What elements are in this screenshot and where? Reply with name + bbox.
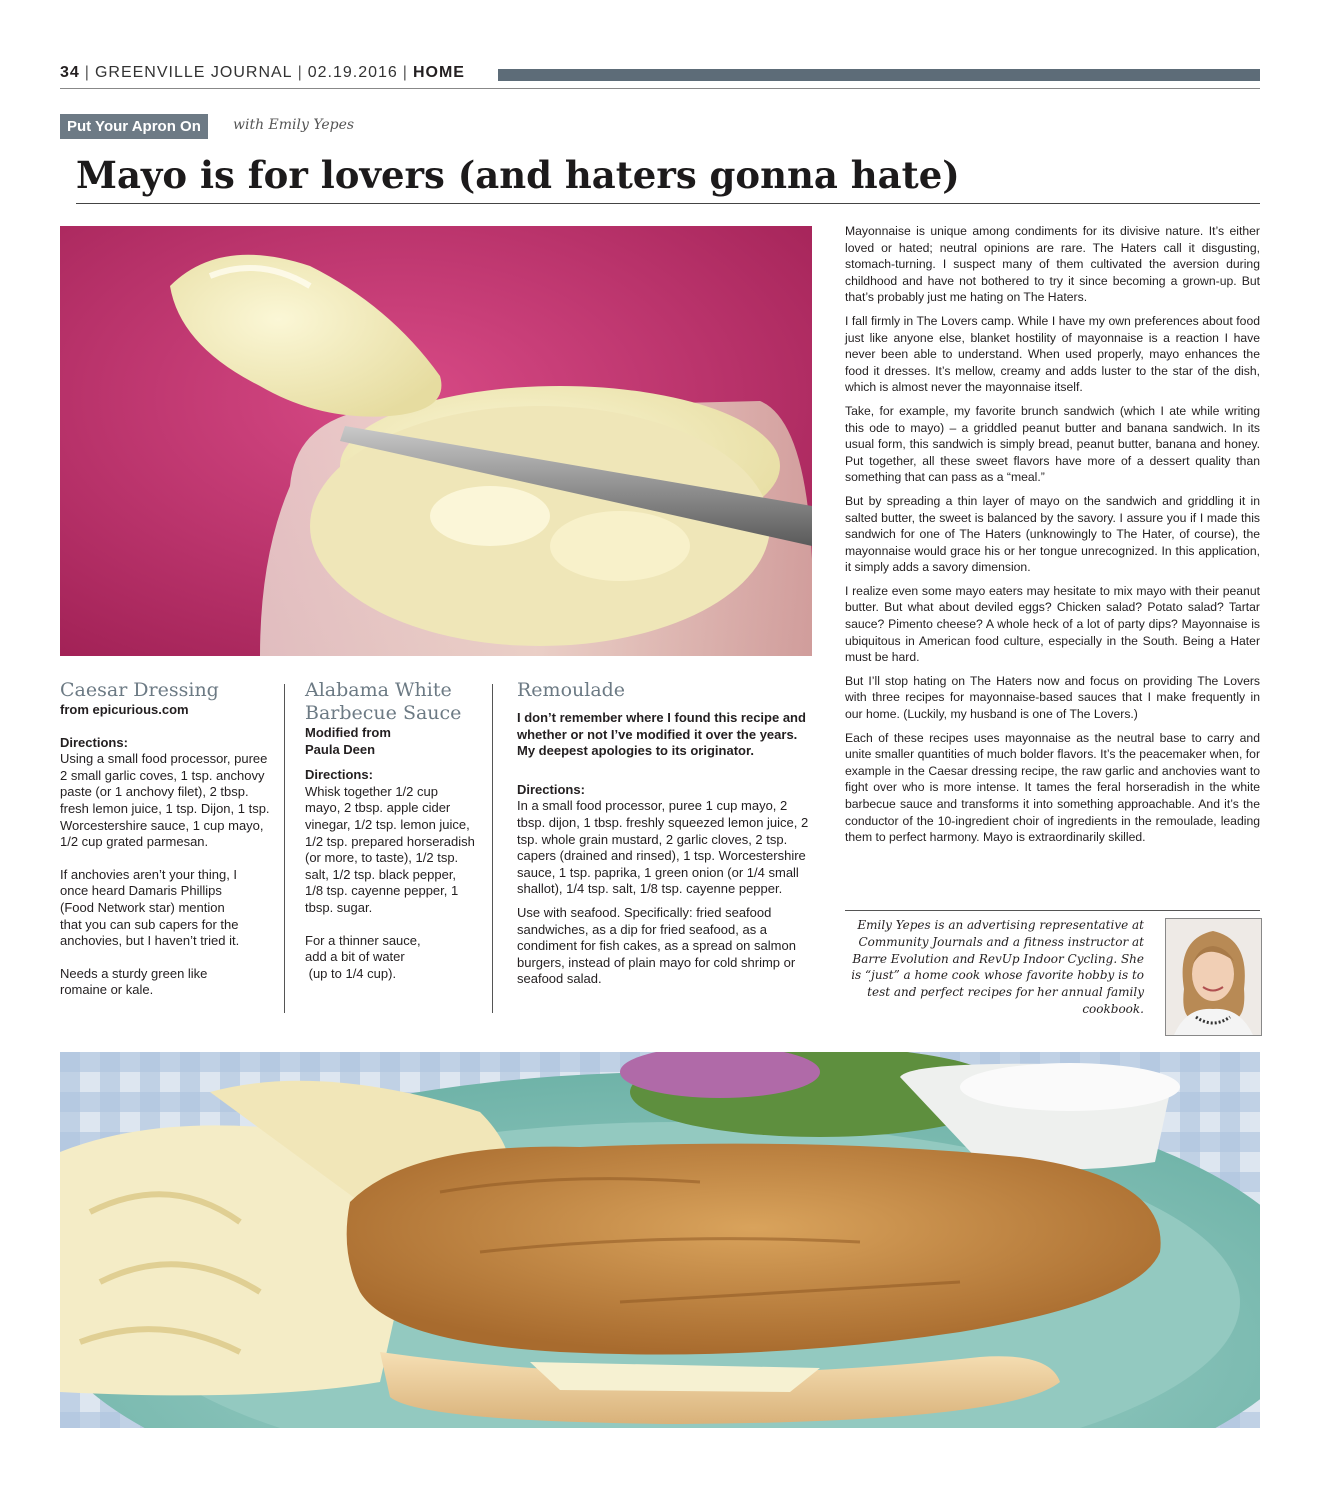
- headline-rule: [76, 203, 1260, 204]
- author-headshot: [1165, 918, 1262, 1036]
- body-paragraph: Mayonnaise is unique among condiments for its divisive nature. It’s either loved or hated; neutral opinions are rare. The Haters call it disgusting, stomach-turning. I suspect many of them cultivated the aversion during childhood and have not bothered to try it since becoming a grown-up. But that’s probably just me hating on The Haters.: [845, 224, 1260, 305]
- recipe-remoulade: [517, 679, 815, 988]
- fish-sandwich-photo: [60, 1052, 1260, 1428]
- recipe-usage: Use with seafood. Specifically: fried seafood sandwiches, as a dip for fried seafood, as a condiment for fish cakes, as a spread on salmon burgers, instead of plain mayo for cold shrimp or seafood salad.: [517, 904, 796, 987]
- folio-bar: [498, 69, 1260, 81]
- recipe-note: If anchovies aren’t your thing, I once heard Damaris Phillips (Food Network star) mention that you can sub capers for the anchovies, but I haven’t tried it.: [60, 866, 240, 949]
- mayo-jar-illustration: [60, 226, 812, 656]
- column-divider: [284, 684, 285, 1013]
- recipe-intro: I don’t remember where I found this recipe and whether or not I’ve modified it over the years. My deepest apologies to its originator.: [517, 710, 806, 759]
- article-body: [845, 223, 1260, 853]
- recipe-directions: In a small food processor, puree 1 cup mayo, 2 tbsp. dijon, 1 tbsp. freshly squeezed lemon juice, 2 tsp. whole grain mustard, 2 garlic cloves, 2 tsp. capers (drained and rinsed), 1 tsp. Worcestershire sauce, 1 tsp. paprika, 1 green onion (or 1/4 small shallot), 1/4 tsp. salt, 1/8 tsp. cayenne pepper.: [517, 798, 809, 897]
- column-divider: [492, 684, 493, 1013]
- directions-label: Directions:: [60, 734, 128, 750]
- recipe-note: Needs a sturdy green like romaine or kale.: [60, 965, 208, 998]
- body-paragraph: Take, for example, my favorite brunch sandwich (which I ate while writing this ode to mayo) – a griddled peanut butter and banana sandwich. In its usual form, this sandwich is simply bread, peanut butter, banana and honey. Put together, all these sweet flavors have more of a dessert quality than something that can pass as a “meal.”: [845, 403, 1260, 485]
- recipe-alabama: [305, 679, 475, 982]
- body-paragraph: I fall firmly in The Lovers camp. While I have my own preferences about food just like anyone else, blanket hostility of mayonnaise is a reaction I have never been able to understand. When used properly, mayo enhances the food it dresses. It’s mellow, creamy and adds luster to the star of the dish, which is almost never the mayonnaise itself.: [845, 313, 1260, 395]
- headline-bold: Mayo is for lovers: [76, 153, 445, 197]
- author-portrait-illustration: [1166, 919, 1261, 1035]
- directions-label: Directions:: [305, 767, 373, 783]
- recipe-source: Modified from Paula Deen: [305, 725, 391, 757]
- issue-date: 02.19.2016: [307, 64, 398, 81]
- fish-sandwich-illustration: [60, 1052, 1260, 1428]
- publication-name: GREENVILLE JOURNAL: [94, 64, 293, 81]
- mayo-jar-photo: [60, 226, 812, 656]
- bio-rule: [845, 910, 1260, 911]
- body-paragraph: But by spreading a thin layer of mayo on the sandwich and griddling it in salted butter, the sweet is balanced by the savory. I assure you if I made this sandwich for one of The Haters (unknowingly to The Hater, of course), the mayonnaise would grace his or her tongue unrecognized. In this application, it simply adds a savory dimension.: [845, 493, 1260, 575]
- headline-light: (and haters gonna hate): [444, 153, 960, 197]
- recipe-directions: Whisk together 1/2 cup mayo, 2 tbsp. apple cider vinegar, 1/2 tsp. lemon juice, 1/2 tsp. prepared horseradish (or more, to taste), 1/2 tsp. salt, 1/2 tsp. black pepper, 1/8 tsp. cayenne pepper, 1 tbsp. sugar.: [305, 783, 475, 915]
- column-kicker: Put Your Apron On: [60, 114, 208, 139]
- recipe-directions: Using a small food processor, puree 2 small garlic coves, 1 tsp. anchovy paste (or 1 anchovy filet), 2 tbsp. fresh lemon juice, 1 tsp. Dijon, 1 tsp. Worcestershire sauce, 1 cup mayo, 1/2 cup grated parmesan.: [60, 751, 270, 850]
- recipe-title: Caesar Dressing: [60, 679, 219, 701]
- body-paragraph: But I’ll stop hating on The Haters now and focus on providing The Lovers with three recipes for mayonnaise-based sauces that I make frequently in our home. (Luckily, my husband is one of The Lovers.): [845, 673, 1260, 722]
- recipe-note: For a thinner sauce, add a bit of water (up to 1/4 cup).: [305, 932, 421, 981]
- page-number: 34: [60, 64, 80, 81]
- headline: [76, 150, 1260, 200]
- recipe-caesar: [60, 679, 270, 999]
- body-paragraph: I realize even some mayo eaters may hesitate to mix mayo with their peanut butter. But what about deviled eggs? Chicken salad? Potato salad? Tartar sauce? Pimento cheese? A whole heck of a lot of party dips? Mayonnaise is ubiquitous in American food culture, especially in the South. Being a Hater must be hard.: [845, 583, 1260, 665]
- author-bio: Emily Yepes is an advertising representative at Community Journals and a fitness instructor at Barre Evolution and RevUp Indoor Cycling. She is “just” a home cook whose favorite hobby is to test and perfect recipes for her annual family cookbook.: [851, 918, 1144, 1016]
- recipe-source: from epicurious.com: [60, 702, 189, 717]
- folio: 34 | GREENVILLE JOURNAL | 02.19.2016 | HOME: [60, 64, 465, 81]
- column-byline: with Emily Yepes: [233, 117, 355, 133]
- directions-label: Directions:: [517, 781, 585, 797]
- recipe-title: Remoulade: [517, 679, 626, 701]
- section-name: HOME: [412, 64, 465, 81]
- body-paragraph: Each of these recipes uses mayonnaise as the neutral base to carry and unite smaller quantities of much bolder flavors. It’s the peacemaker when, for example in the Caesar dressing recipe, the raw garlic and anchovies want to fight over who is more intense. It tames the feral horseradish in the white barbecue sauce and transforms it into something approachable. And it’s the conductor of the 10-ingredient choir of ingredients in the remoulade, leading them to perfect harmony. Mayo is extraordinarily skilled.: [845, 730, 1260, 845]
- folio-rule: [60, 88, 1260, 89]
- recipe-title: Alabama White Barbecue Sauce: [305, 679, 462, 724]
